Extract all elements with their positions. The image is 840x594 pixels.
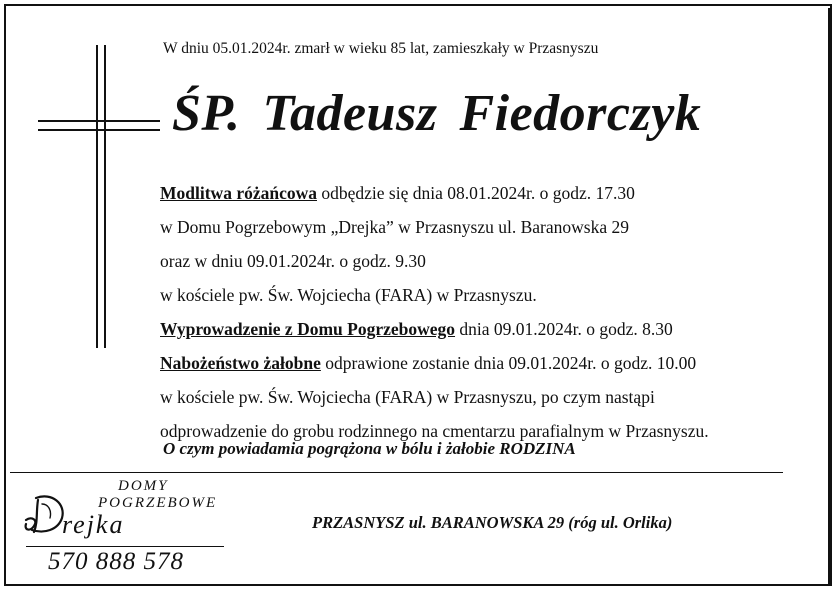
ceremony-line-heading: Wyprowadzenie z Domu Pogrzebowego	[160, 319, 456, 339]
ceremony-line	[160, 346, 709, 380]
family-closing-note: O czym powiadamia pogrążona w bólu i żałobie RODZINA	[163, 439, 576, 458]
ceremony-line-text: odbędzie się dnia 08.01.2024r. o godz. 17.30	[317, 183, 635, 203]
death-announcement-intro: W dniu 05.01.2024r. zmarł w wieku 85 lat, zamieszkały w Przasnyszu	[163, 40, 599, 57]
ceremony-line-text: odprawione zostanie dnia 09.01.2024r. o godz. 10.00	[320, 353, 697, 373]
ceremony-line-heading: Nabożeństwo żałobne	[160, 353, 321, 373]
ceremony-line	[160, 312, 709, 346]
first-name: Tadeusz	[262, 85, 438, 142]
logo-pogrzebowe-text: POGRZEBOWE	[98, 495, 218, 511]
cross-vertical-bar-right	[104, 45, 106, 348]
logo-underline	[26, 546, 224, 547]
cross-horizontal-bar-top	[38, 120, 160, 122]
ceremony-line-text: odprowadzenie do grobu rodzinnego na cmentarzu parafialnym w Przasnyszu.	[160, 421, 709, 441]
ceremony-line	[160, 244, 709, 278]
logo-rejka-text: rejka	[62, 510, 125, 539]
cross-vertical-bar-left	[96, 45, 98, 348]
ceremony-details	[160, 176, 709, 448]
funeral-home-address: PRZASNYSZ ul. BARANOWSKA 29 (róg ul. Orlika)	[312, 513, 673, 532]
ceremony-line	[160, 278, 709, 312]
cross-horizontal-bar-bottom	[38, 129, 160, 131]
ceremony-line-text: dnia 09.01.2024r. o godz. 8.30	[455, 319, 673, 339]
ceremony-line-heading: Modlitwa różańcowa	[160, 183, 317, 203]
name-prefix: ŚP.	[172, 85, 241, 142]
ceremony-line-text: w kościele pw. Św. Wojciecha (FARA) w Przasnyszu, po czym nastąpi	[160, 387, 655, 407]
last-name: Fiedorczyk	[459, 85, 702, 142]
ceremony-line	[160, 380, 709, 414]
logo-phone-number: 570 888 578	[48, 548, 184, 575]
ceremony-line-text: oraz w dniu 09.01.2024r. o godz. 9.30	[160, 251, 426, 271]
deceased-name	[172, 84, 701, 143]
footer-divider	[10, 472, 783, 473]
logo-domy-text: DOMY	[118, 478, 169, 494]
ceremony-line	[160, 210, 709, 244]
funeral-home-logo	[20, 478, 230, 578]
ceremony-line	[160, 176, 709, 210]
ceremony-line-text: w Domu Pogrzebowym „Drejka” w Przasnyszu ul. Baranowska 29	[160, 217, 629, 237]
ceremony-line-text: w kościele pw. Św. Wojciecha (FARA) w Przasnyszu.	[160, 285, 537, 305]
